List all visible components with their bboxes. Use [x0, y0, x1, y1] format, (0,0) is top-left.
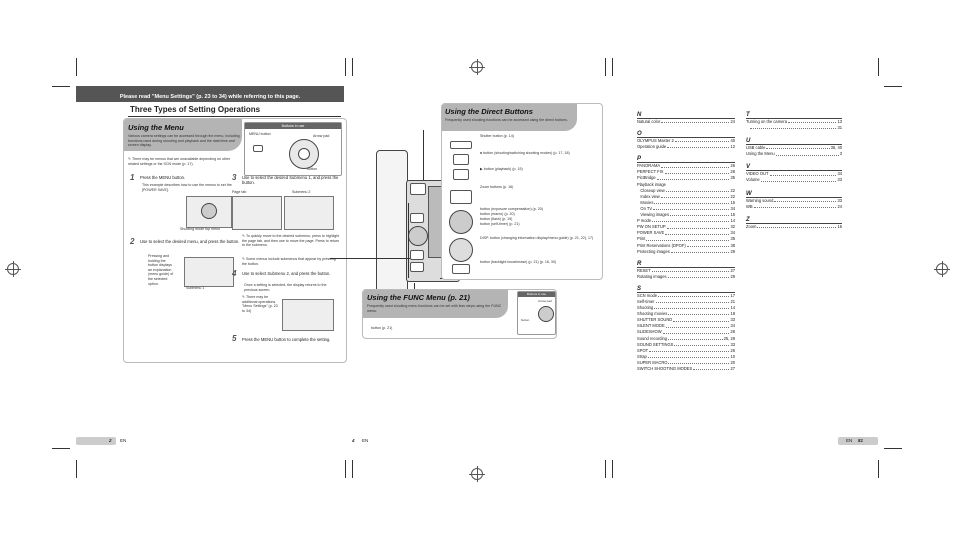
crop-mark [52, 86, 70, 87]
index-leader-dots [668, 311, 729, 315]
index-entry-page: 27 [730, 267, 735, 273]
step-number: 3 [232, 173, 237, 182]
index-entry-page: 14 [730, 305, 735, 311]
camera-arrow-pad-icon [408, 226, 428, 246]
index-letter: S [637, 286, 735, 293]
index-entry-term: P mode [637, 218, 652, 224]
crop-mark [352, 460, 353, 478]
index-entry-page: 18 [730, 311, 735, 317]
index-entry-page: 21 [730, 298, 735, 304]
page-number: 4 [352, 438, 355, 443]
index-letter: R [637, 261, 735, 268]
page-number: 81 [858, 438, 864, 443]
section-title: Three Types of Setting Operations [130, 105, 261, 114]
index-entry-term: Rotating images [637, 273, 667, 279]
direct-item: DISP. button (changing information display/menu guide) (p. 21, 22), 17) [480, 236, 594, 240]
crop-mark [884, 448, 902, 449]
menu-button-icon [253, 145, 263, 152]
index-letter: U [746, 138, 842, 145]
index-entry-term: Shooting movies [637, 311, 668, 317]
index-entry-term: PW ON SETUP [637, 224, 666, 230]
direct-buttons-header [442, 104, 577, 131]
registration-mark-icon [471, 468, 483, 480]
submenu-screen-2 [284, 196, 334, 230]
index-entry-page: 33 [837, 197, 842, 203]
index-entry-page: 16 [837, 223, 842, 229]
direct-item: Zoom buttons (p. 16) [480, 185, 514, 189]
index-entry-term: Volume [746, 177, 760, 183]
index-entry-term: Shooting [637, 305, 654, 311]
step4-side-text: ✎ There may be additional operations. "Menu Settings" (p. 23 to 34) [242, 295, 278, 313]
index-entry-term: SCN mode [637, 292, 658, 298]
registration-mark-icon [936, 263, 948, 275]
submenu-screen-1 [232, 196, 282, 230]
playback-icon: ▶ [480, 167, 484, 171]
index-leader-dots [754, 204, 837, 208]
index-group [746, 191, 842, 210]
index-leader-dots [766, 145, 829, 149]
step4-bullet: Once a setting is selected, the display returns to the previous screen. [244, 283, 327, 292]
crop-mark [878, 58, 879, 76]
registration-mark-icon [471, 61, 483, 73]
index-leader-dots [666, 323, 730, 327]
index-leader-dots [661, 163, 729, 167]
func-ref: button (p. 21) [371, 326, 393, 330]
index-letter: Z [746, 217, 842, 224]
index-letter: W [746, 191, 842, 198]
page-lang: EN [120, 438, 127, 443]
index-entry-term: Viewing images [637, 212, 670, 218]
registration-mark-icon [7, 263, 19, 275]
index-entry-term: SILENT MODE [637, 323, 665, 329]
index-leader-dots [673, 317, 729, 321]
index-entry [746, 177, 842, 183]
index-leader-dots [674, 342, 729, 346]
index-entry-term: Using the Menu [746, 151, 775, 157]
index-group [746, 217, 842, 230]
index-entry-page: 25, 29 [723, 335, 735, 341]
camera-button-icon [410, 213, 424, 223]
crop-mark [52, 448, 70, 449]
index-group [746, 112, 842, 131]
index-entry-page: 20 [730, 359, 735, 365]
index-entry [637, 366, 735, 372]
index-entry-term: Turning on the camera [746, 119, 788, 124]
index-group [637, 286, 735, 372]
index-entry-page: 29 [730, 248, 735, 254]
func-button-label: button [521, 318, 530, 322]
direct-item: button (flash) (p. 19) [480, 217, 513, 221]
index-entry-page: 33 [730, 317, 735, 323]
index-entry-term: SPOT [637, 347, 649, 353]
func-arrow-pad-label: Arrow pad [538, 299, 552, 303]
func-buttons-in-use-box [517, 291, 556, 335]
index-entry [637, 119, 735, 125]
index-entry-term: SHUTTER SOUND [637, 317, 673, 323]
disp-button-icon [449, 238, 473, 262]
index-leader-dots [663, 329, 730, 333]
index-entry-term: Self-timer [637, 298, 655, 304]
index-entry [637, 274, 735, 280]
section-rule [128, 116, 341, 117]
direct-item: button (macro) (p. 20) [480, 212, 515, 216]
index-entry-page: 33 [730, 341, 735, 347]
crop-mark [605, 58, 606, 76]
index-entry-page: 12 [730, 144, 735, 150]
index-entry-term [746, 125, 749, 131]
index-leader-dots [646, 236, 729, 240]
index-entry-term: PANORAMA [637, 163, 661, 169]
step1-bullet: This example describes how to use the menus to set the [POWER SAVE]. [142, 183, 232, 192]
index-group [746, 164, 842, 183]
index-column-2 [746, 112, 842, 230]
index-entry-term: Natural color [637, 119, 661, 124]
using-menu-intro: Various camera settings can be accessed through the menu, including functions used during shooting and playback and the date/time and screen display. [128, 134, 240, 148]
index-entry-page: 13 [837, 119, 842, 124]
index-leader-dots [667, 224, 730, 228]
func-menu-header [363, 290, 508, 318]
using-menu-note: ✎ There may be menus that are unavailable depending on other related settings or the SCN mode (p. 17). [128, 157, 231, 166]
index-letter: O [637, 131, 735, 138]
index-entry-term: SLIDESHOW [637, 329, 662, 335]
func-arrow-pad-icon [538, 306, 554, 322]
top-menu-dial-icon [201, 203, 217, 219]
func-menu-title: Using the FUNC Menu (p. 21) [367, 293, 470, 302]
index-entry [637, 249, 735, 255]
direct-item: ▶ button (playback) (p. 15) [480, 167, 523, 171]
index-leader-dots [750, 125, 836, 129]
index-leader-dots [770, 171, 837, 175]
index-entry-term: POWER SAVE [637, 230, 665, 236]
index-leader-dots [670, 212, 729, 216]
index-entry [746, 151, 842, 157]
index-group [637, 261, 735, 280]
index-leader-dots [665, 169, 730, 173]
shutter-icon [450, 141, 472, 149]
step-number: 5 [232, 334, 237, 343]
index-entry-term: Index view [637, 193, 660, 199]
index-leader-dots [668, 274, 730, 278]
submenu2-screen [282, 299, 334, 331]
menu-button-label: MENU button [249, 132, 271, 136]
crop-mark [605, 460, 606, 478]
crop-mark [76, 58, 77, 76]
crop-mark [345, 460, 346, 478]
index-letter: V [746, 164, 842, 171]
index-entry-page: 14 [730, 218, 735, 224]
index-entry-page: 34 [730, 205, 735, 211]
step1-caption: Shooting mode top menu [180, 227, 221, 231]
func-menu-panel [362, 289, 557, 339]
zoom-icon [450, 190, 472, 204]
crop-mark [884, 86, 902, 87]
index-entry-page: 35 [730, 175, 735, 181]
index-entry-page: 38 [730, 242, 735, 248]
using-menu-header [124, 119, 242, 151]
index-entry-page: 10 [730, 353, 735, 359]
index-entry-term: Movies [637, 199, 654, 205]
index-entry-page: 17 [730, 292, 735, 298]
step-number: 2 [130, 237, 135, 246]
index-entry-page: 35 [730, 236, 735, 242]
index-entry-term: SOUND SETTINGS [637, 341, 674, 347]
step-number: 1 [130, 173, 135, 182]
index-leader-dots [668, 336, 723, 340]
index-entry [746, 204, 842, 210]
step-number: 4 [232, 269, 237, 278]
index-entry-term: PERFECT FIX [637, 169, 664, 175]
leader-line [423, 130, 424, 180]
index-leader-dots [693, 366, 729, 370]
index-leader-dots [761, 177, 837, 181]
index-entry-term: Playback image [637, 181, 666, 187]
index-group [637, 131, 735, 150]
index-leader-dots [667, 144, 729, 148]
camera-icon: ◘ [480, 151, 484, 155]
index-entry [746, 125, 842, 131]
index-entry-term: Print [637, 236, 646, 242]
crop-mark [612, 460, 613, 478]
camera-mode-icon [453, 154, 469, 165]
index-entry-page: 32 [730, 224, 735, 230]
note-icon: ✎ [128, 157, 132, 161]
index-leader-dots [652, 268, 730, 272]
index-entry-term: Warning sound [746, 197, 774, 203]
index-entry-page: 31 [837, 125, 842, 131]
index-entry-term: On TV [637, 205, 653, 211]
step5-text: Press the MENU button to complete the setting. [242, 337, 331, 342]
direct-item: button (backlight boost/erase) (p. 21) (p. 16, 30) [480, 260, 557, 264]
direct-item: ◘ button (shooting/switching shooting modes) (p. 17, 18) [480, 151, 570, 155]
index-leader-dots [648, 354, 730, 358]
index-leader-dots [661, 194, 730, 198]
index-entry-term: USB cable [746, 145, 766, 151]
index-entry-term: Strap [637, 353, 647, 359]
crop-mark [878, 460, 879, 478]
step1-text: Press the MENU button. [140, 175, 186, 180]
tip-icon: ✎ [242, 295, 246, 299]
index-entry-page: 34 [730, 323, 735, 329]
index-entry-term: PictBridge [637, 175, 656, 181]
index-entry-page: 22 [730, 193, 735, 199]
page-lang: EN [846, 438, 853, 443]
leader-line [408, 203, 409, 278]
ok-button-icon [298, 148, 310, 160]
index-group [746, 138, 842, 157]
index-entry-page: 15 [730, 212, 735, 218]
index-entry-page: 40 [730, 138, 735, 144]
direct-item: button (exposure compensation) (p. 20) [480, 207, 543, 211]
index-entry-term: RESET [637, 267, 651, 273]
camera-button-icon [410, 250, 424, 260]
crop-mark [352, 58, 353, 76]
erase-button-icon [452, 264, 470, 274]
using-menu-title: Using the Menu [128, 123, 184, 132]
playback-icon [453, 169, 469, 180]
crop-mark [76, 460, 77, 478]
tip2: ✎ Some menus include submenus that appear by pressing the button. [242, 257, 336, 266]
index-column-1 [637, 112, 735, 372]
top-banner: Please read "Menu Settings" (p. 23 to 34) while referring to this page. [76, 86, 344, 102]
index-entry-page: 22 [730, 187, 735, 193]
index-entry-term: SWITCH SHOOTING MODES [637, 366, 693, 371]
direct-buttons-panel [441, 103, 603, 280]
index-leader-dots [656, 299, 730, 303]
index-leader-dots [657, 175, 730, 179]
crop-mark [345, 58, 346, 76]
index-entry-page: 26 [730, 347, 735, 353]
index-group [637, 112, 735, 125]
index-entry-term: Zoom [746, 223, 757, 229]
camera-button-icon [410, 262, 424, 272]
index-letter: N [637, 112, 735, 119]
index-leader-dots [654, 200, 729, 204]
index-entry-page: 3 [839, 151, 842, 157]
submenu1-screen [184, 257, 237, 287]
tip-icon: ✎ [242, 257, 247, 261]
index-entry-term: Operation guide [637, 144, 667, 150]
page-lang: EN [362, 438, 369, 443]
index-leader-dots [649, 348, 729, 352]
index-leader-dots [668, 360, 729, 364]
index-leader-dots [661, 119, 729, 123]
arrow-pad-label: Arrow pad [313, 134, 330, 138]
step2-caption: Submenu 1 [186, 286, 205, 290]
leader-line [330, 258, 410, 259]
index-group [637, 156, 735, 254]
index-entry-term: Protecting images [637, 248, 670, 254]
index-entry-term: Closeup view [637, 187, 665, 193]
step4-text: Use to select Submenu 2, and press the button. [242, 271, 331, 276]
index-entry-page: 34 [730, 230, 735, 236]
index-entry-page: 28 [730, 329, 735, 335]
arrow-pad-icon [449, 210, 473, 234]
index-entry-page: 15 [730, 199, 735, 205]
direct-buttons-title: Using the Direct Buttons [445, 107, 533, 116]
camera-back-illustration [376, 150, 408, 312]
buttons-in-use-label: Buttons in use [245, 123, 341, 129]
index-entry-term: OLYMPUS Master 2 [637, 138, 674, 144]
ok-button-label: button [307, 167, 317, 171]
index-leader-dots [687, 243, 730, 247]
page-tab-label: Page tab [232, 190, 247, 194]
index-entry-page: 33 [837, 177, 842, 183]
page-number: 2 [109, 438, 112, 443]
index-entry [637, 144, 735, 150]
index-leader-dots [666, 188, 730, 192]
index-entry-page: 27 [730, 366, 735, 371]
index-leader-dots [776, 151, 839, 155]
submenu2-label: Submenu 2 [292, 190, 311, 194]
index-leader-dots [671, 249, 730, 253]
index-entry-page: 26 [730, 163, 735, 169]
func-buttons-in-use-label: Buttons in use [518, 292, 555, 297]
index-entry-page: 24 [837, 203, 842, 209]
index-entry [746, 224, 842, 230]
crop-mark [612, 58, 613, 76]
direct-buttons-intro: Frequently used shooting functions can be accessed using the direct buttons. [445, 118, 568, 122]
index-leader-dots [675, 138, 730, 142]
index-entry-term: SUPER MACRO [637, 359, 668, 365]
index-letter: P [637, 156, 735, 163]
index-entry-term: Print Reservations (DPOF) [637, 242, 686, 248]
index-leader-dots [665, 230, 729, 234]
index-entry-page: 28 [730, 169, 735, 175]
direct-item: Shutter button (p. 14) [480, 134, 514, 138]
index-leader-dots [757, 224, 836, 228]
func-menu-intro: Frequently used shooting menu functions can be set with less steps using the FUNC menu. [367, 304, 502, 313]
index-leader-dots [774, 198, 836, 202]
step2-side-text: Pressing and holding the button displays an explanation (menu guide) of the selected option. [148, 254, 174, 286]
index-entry-page: 35, 40 [830, 145, 842, 151]
index-entry-page: 29 [730, 273, 735, 279]
index-entry-term: WB [746, 203, 753, 209]
shutter-button-icon [410, 183, 426, 195]
index-entry-term: VIDEO OUT [746, 171, 769, 177]
buttons-in-use-box [244, 122, 342, 176]
index-entry-page: 34 [837, 171, 842, 177]
tip1: ✎ To quickly move to the desired submenu, press to highlight the page tab, and then use to move the page. Press to return to the submenu. [242, 234, 340, 248]
step2-text: Use to select the desired menu, and press the button. [140, 239, 240, 244]
index-leader-dots [788, 119, 836, 123]
index-leader-dots [654, 305, 729, 309]
index-leader-dots [653, 206, 729, 210]
direct-item: button (self-timer) (p. 21) [480, 222, 520, 226]
tip-icon: ✎ [242, 234, 246, 238]
using-menu-panel [123, 118, 347, 363]
index-entry-page: 24 [730, 119, 735, 124]
index-entry-term: Sound recording [637, 335, 668, 341]
index-letter: T [746, 112, 842, 119]
index-leader-dots [658, 293, 729, 297]
index-leader-dots [652, 218, 729, 222]
step3-text: Use to select the desired Submenu 1, and press the button. [242, 175, 339, 186]
